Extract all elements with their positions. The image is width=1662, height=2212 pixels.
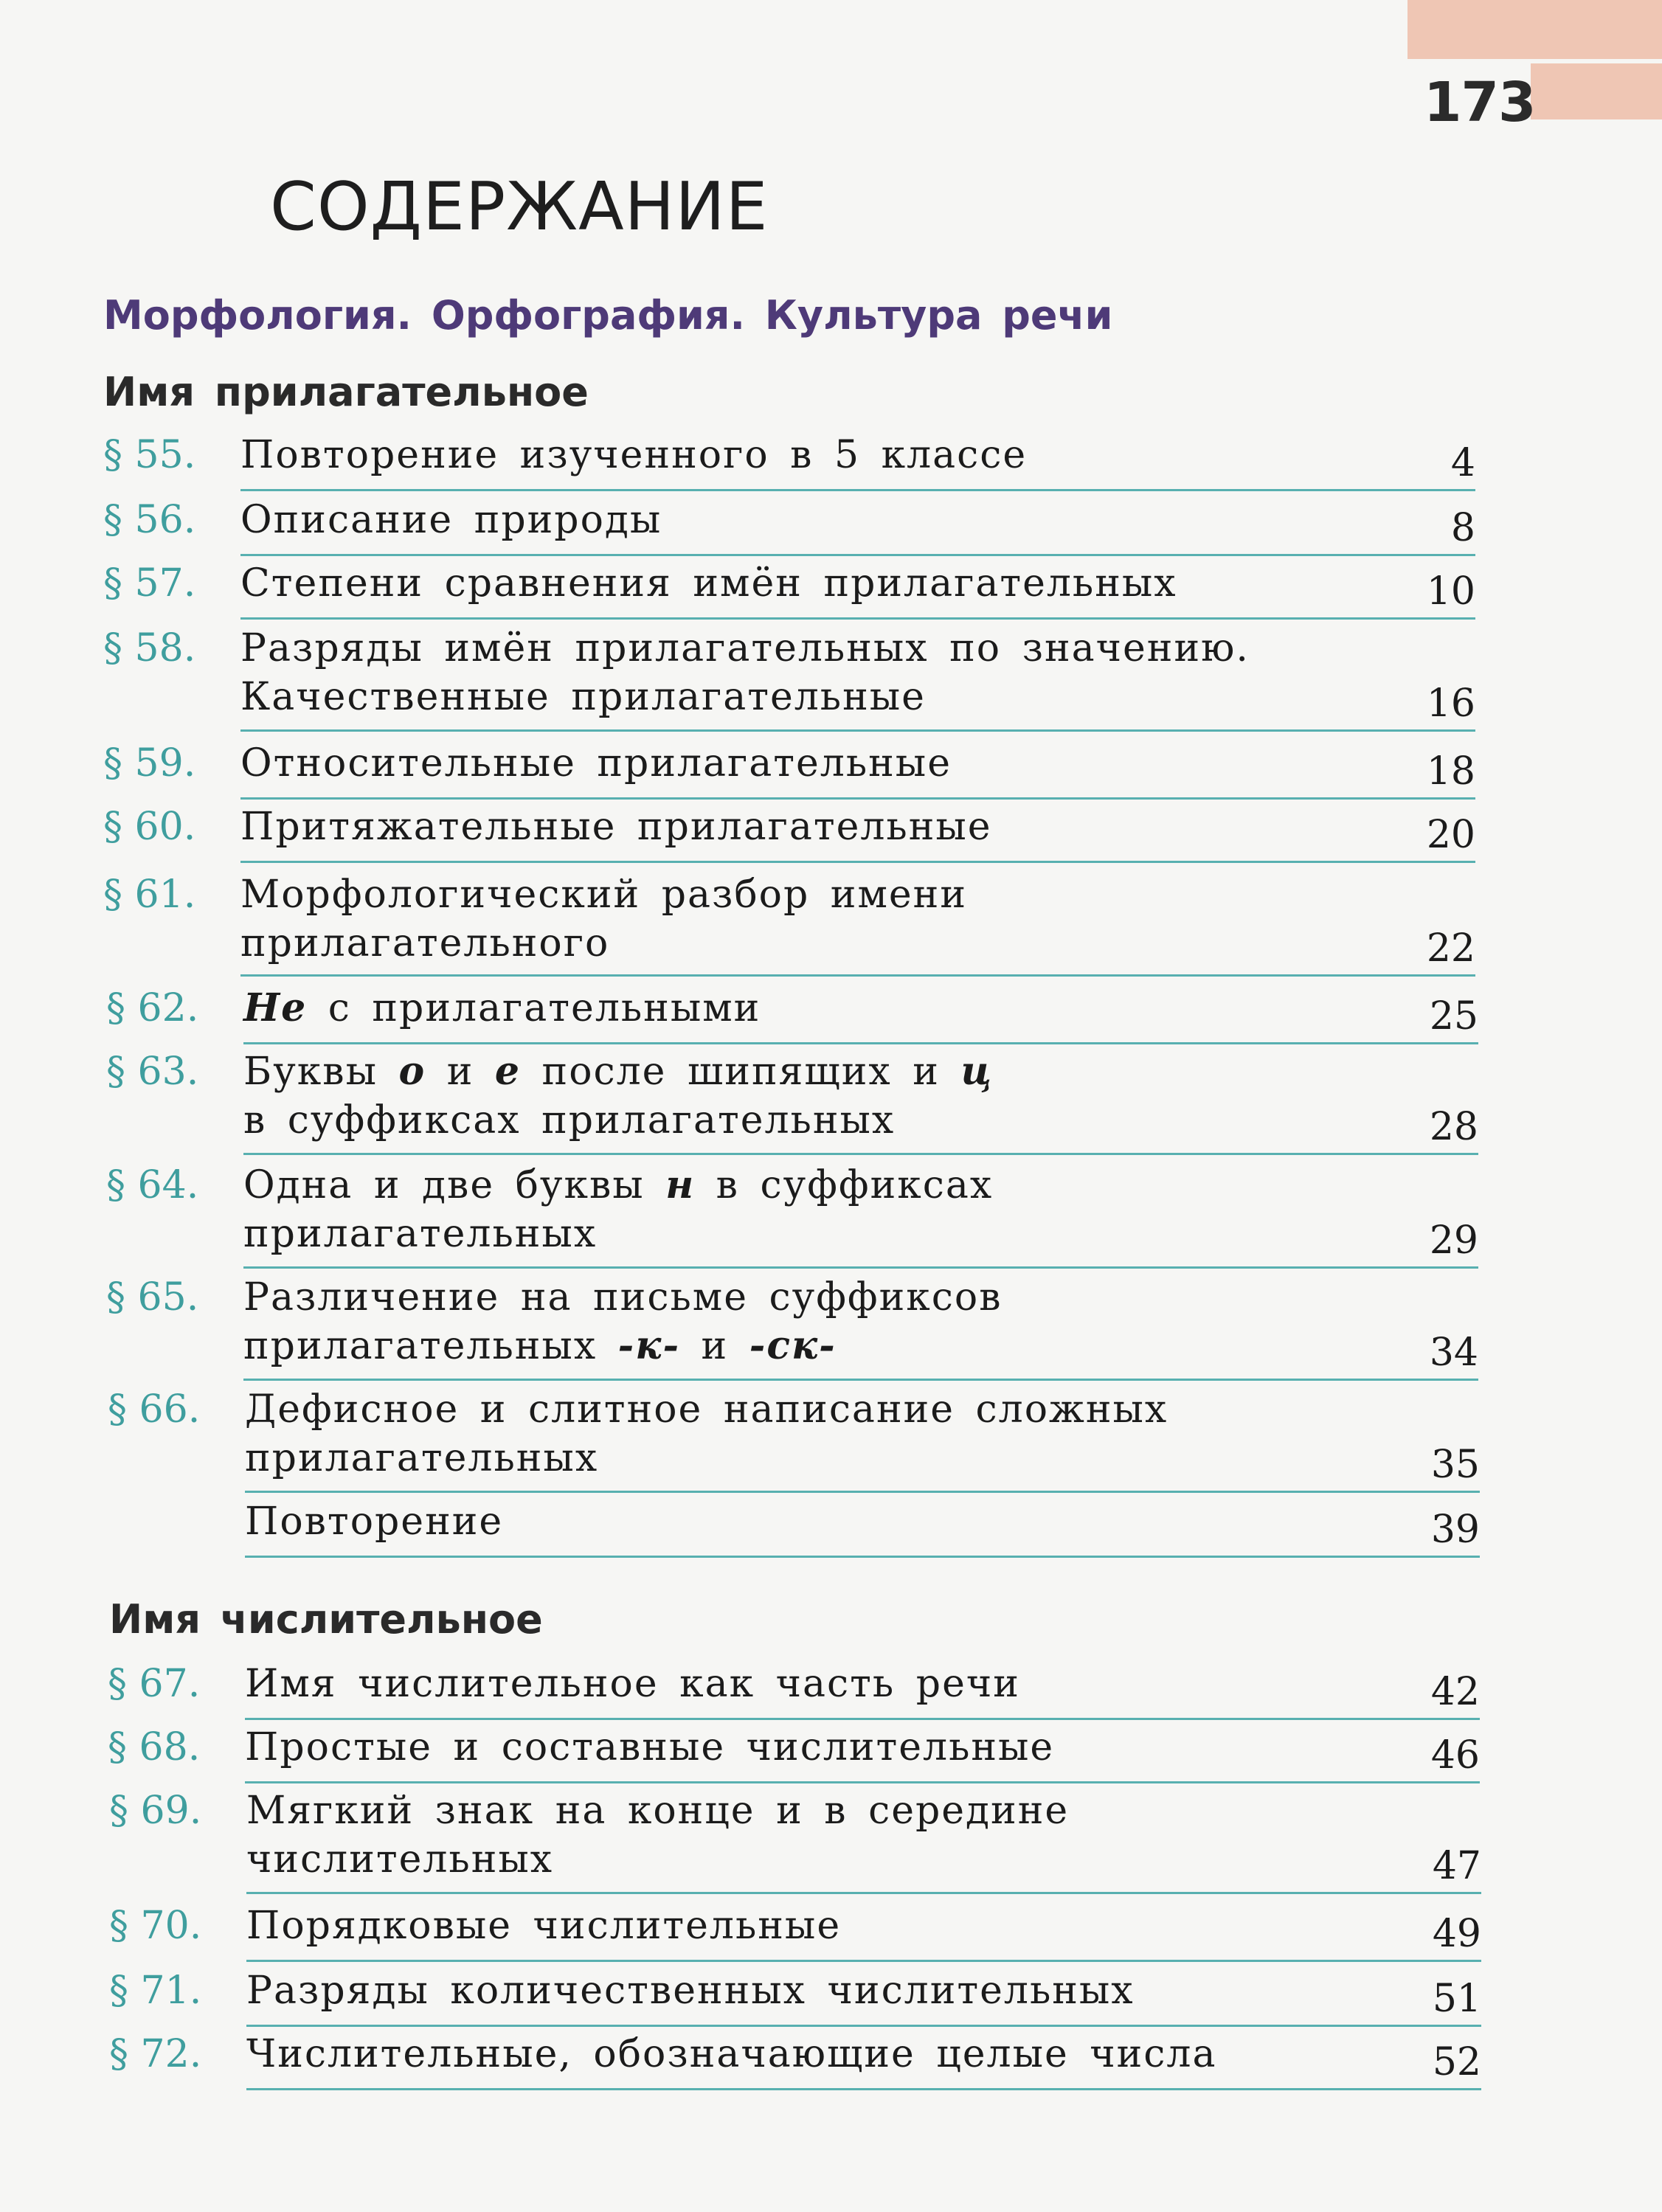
toc-entry-title-line: Повторение изученного в 5 классе [240, 433, 1028, 477]
toc-entry-title [240, 624, 1250, 721]
toc-entry-title [243, 1161, 993, 1258]
toc-page-number: 28 [1429, 1105, 1478, 1149]
toc-entry-title-line: в суффиксах прилагательных [243, 1098, 896, 1143]
toc-entry-title [245, 1723, 1054, 1772]
toc-entry-title-line: Разряды имён прилагательных по значению. [240, 626, 1250, 670]
toc-page-number: 34 [1429, 1331, 1478, 1375]
group-heading-adjective: Имя прилагательное [103, 369, 589, 415]
toc-entry-title-line: Числительные, обозначающие целые числа [246, 2032, 1217, 2076]
toc-entry-title-line: Притяжательные прилагательные [240, 805, 992, 849]
toc-page-number: 22 [1426, 926, 1475, 971]
toc-entry-body [243, 984, 1478, 1044]
section-number: § 70. [109, 1904, 202, 1948]
section-number: § 58. [103, 626, 196, 670]
page-title: СОДЕРЖАНИЕ [270, 168, 769, 246]
corner-tab [1407, 0, 1662, 59]
toc-entry-body [245, 1660, 1480, 1720]
toc-entry-title [246, 1786, 1069, 1884]
toc-entry-title-line: Повторение [245, 1499, 504, 1544]
section-number: § 69. [109, 1789, 202, 1833]
toc-entry-body [246, 1786, 1481, 1894]
toc-entry-title-line: Относительные прилагательные [240, 741, 952, 786]
toc-entry[interactable] [106, 984, 1478, 1044]
toc-page-number: 52 [1432, 2040, 1481, 2084]
toc-entry[interactable] [108, 1385, 1480, 1493]
section-number: § 60. [103, 805, 196, 849]
toc-entry[interactable] [103, 559, 1475, 620]
toc-page-number: 46 [1430, 1733, 1480, 1778]
toc-page-number: 20 [1426, 813, 1475, 857]
toc-entry-body [245, 1723, 1480, 1783]
toc-entry-title-line: Буквы о и е после шипящих и ц [243, 1049, 994, 1094]
toc-entry[interactable] [109, 1786, 1481, 1894]
emphasis-text: Не [243, 985, 308, 1030]
toc-entry-body [243, 1047, 1478, 1155]
toc-entry-title [240, 870, 967, 968]
emphasis-text: ц [960, 1049, 994, 1094]
section-number: § 66. [108, 1387, 201, 1432]
section-number: § 67. [108, 1662, 201, 1706]
section-number: § 64. [106, 1163, 199, 1207]
toc-entry-title-line: Не с прилагательными [243, 985, 761, 1030]
toc-page-number: 47 [1432, 1844, 1481, 1888]
section-number: § 72. [109, 2032, 202, 2076]
toc-entry[interactable] [103, 624, 1475, 732]
toc-entry-title-line: Порядковые числительные [246, 1904, 842, 1948]
toc-entry-title [240, 431, 1027, 479]
section-number: § 57. [103, 561, 196, 606]
toc-entry-title-line: Мягкий знак на конце и в середине [246, 1789, 1070, 1833]
toc-entry-title-line: Различение на письме суффиксов [243, 1275, 1003, 1320]
emphasis-text: -к- [617, 1323, 681, 1368]
toc-page-number: 18 [1426, 749, 1475, 794]
toc-entry-body [245, 1497, 1480, 1558]
emphasis-text: -ск- [749, 1323, 837, 1368]
toc-page-number: 51 [1432, 1977, 1481, 2021]
group-heading-numeral: Имя числительное [109, 1596, 543, 1643]
toc-entry-body [246, 1901, 1481, 1962]
toc-entry-title [243, 984, 761, 1033]
toc-entry-body [240, 559, 1475, 620]
toc-entry-title-line: Простые и составные числительные [245, 1725, 1055, 1769]
toc-entry-body [240, 739, 1475, 800]
toc-entry[interactable] [106, 1161, 1478, 1269]
toc-entry-title [243, 1273, 1003, 1370]
section-number: § 55. [103, 433, 196, 477]
toc-entry-body [240, 624, 1475, 732]
toc-page-number: 29 [1429, 1218, 1478, 1263]
toc-entry-title-line: Описание природы [240, 498, 662, 542]
toc-entry[interactable] [103, 431, 1475, 491]
section-number: § 68. [108, 1725, 201, 1769]
toc-entry-title-line: прилагательных [243, 1212, 598, 1256]
toc-entry-title [245, 1660, 1020, 1708]
toc-entry[interactable] [106, 1047, 1478, 1155]
toc-entry-body [240, 802, 1475, 863]
toc-entry-body [245, 1385, 1480, 1493]
toc-entry-title-line: Степени сравнения имён прилагательных [240, 561, 1177, 606]
toc-entry-title [240, 559, 1177, 608]
section-number: § 63. [106, 1050, 199, 1094]
toc-page-number: 35 [1430, 1443, 1480, 1487]
toc-entry-title [240, 496, 662, 544]
toc-entry-title-line: прилагательных [245, 1436, 599, 1480]
toc-entry-title [240, 739, 952, 788]
section-number: § 59. [103, 741, 196, 786]
toc-entry[interactable] [103, 870, 1475, 977]
emphasis-text: о [398, 1049, 426, 1094]
toc-entry[interactable] [103, 496, 1475, 556]
toc-page-number: 10 [1426, 569, 1475, 614]
toc-entry-title-line: Качественные прилагательные [240, 675, 926, 719]
toc-entry[interactable] [103, 739, 1475, 800]
toc-entry-title [240, 802, 992, 851]
toc-entry-title-line: прилагательных -к- и -ск- [243, 1323, 837, 1368]
section-number: § 61. [103, 873, 196, 917]
toc-page-number: 4 [1450, 441, 1475, 485]
toc-entry[interactable] [103, 802, 1475, 863]
toc-entry-title-line: числительных [246, 1837, 554, 1882]
toc-entry-title [246, 1901, 841, 1950]
toc-entry-title [245, 1497, 503, 1546]
section-number: § 65. [106, 1275, 199, 1320]
section-number: § 56. [103, 498, 196, 542]
toc-entry[interactable] [108, 1660, 1480, 1720]
toc-entry-body [243, 1161, 1478, 1269]
toc-entry[interactable] [108, 1723, 1480, 1783]
page-number: 173 [1424, 71, 1536, 134]
toc-entry-body [246, 2030, 1481, 2090]
toc-entry-title-line: прилагательного [240, 921, 610, 965]
toc-page-number: 8 [1450, 506, 1475, 550]
toc-page-number: 39 [1430, 1508, 1480, 1552]
section-number: § 71. [109, 1969, 202, 2013]
toc-page-number: 25 [1429, 994, 1478, 1039]
toc-entry[interactable] [108, 1497, 1480, 1558]
toc-entry-body [240, 431, 1475, 491]
toc-page-number: 49 [1432, 1912, 1481, 1956]
toc-entry-title-line: Разряды количественных числительных [246, 1969, 1135, 2013]
toc-entry[interactable] [109, 1966, 1481, 2027]
toc-entry[interactable] [109, 2030, 1481, 2090]
emphasis-text: е [494, 1049, 521, 1094]
section-heading: Морфология. Орфография. Культура речи [103, 292, 1113, 339]
toc-entry-title-line: Морфологический разбор имени [240, 873, 967, 917]
toc-entry-title-line: Одна и две буквы н в суффиксах [243, 1162, 994, 1207]
toc-entry-title [246, 1966, 1135, 2015]
toc-entry-body [240, 870, 1475, 977]
toc-entry-title [243, 1047, 993, 1145]
page-number-tab [1531, 63, 1662, 119]
toc-page-number: 16 [1426, 682, 1475, 726]
toc-entry-title-line: Имя числительное как часть речи [245, 1662, 1020, 1706]
toc-entry-body [240, 496, 1475, 556]
toc-entry[interactable] [106, 1273, 1478, 1381]
toc-entry-body [243, 1273, 1478, 1381]
toc-entry-title [245, 1385, 1168, 1483]
toc-entry-title [246, 2030, 1216, 2078]
toc-page-number: 42 [1430, 1670, 1480, 1714]
toc-entry-title-line: Дефисное и слитное написание сложных [245, 1387, 1168, 1432]
toc-entry-body [246, 1966, 1481, 2027]
toc-entry[interactable] [109, 1901, 1481, 1962]
emphasis-text: н [665, 1162, 696, 1207]
section-number: § 62. [106, 986, 199, 1030]
